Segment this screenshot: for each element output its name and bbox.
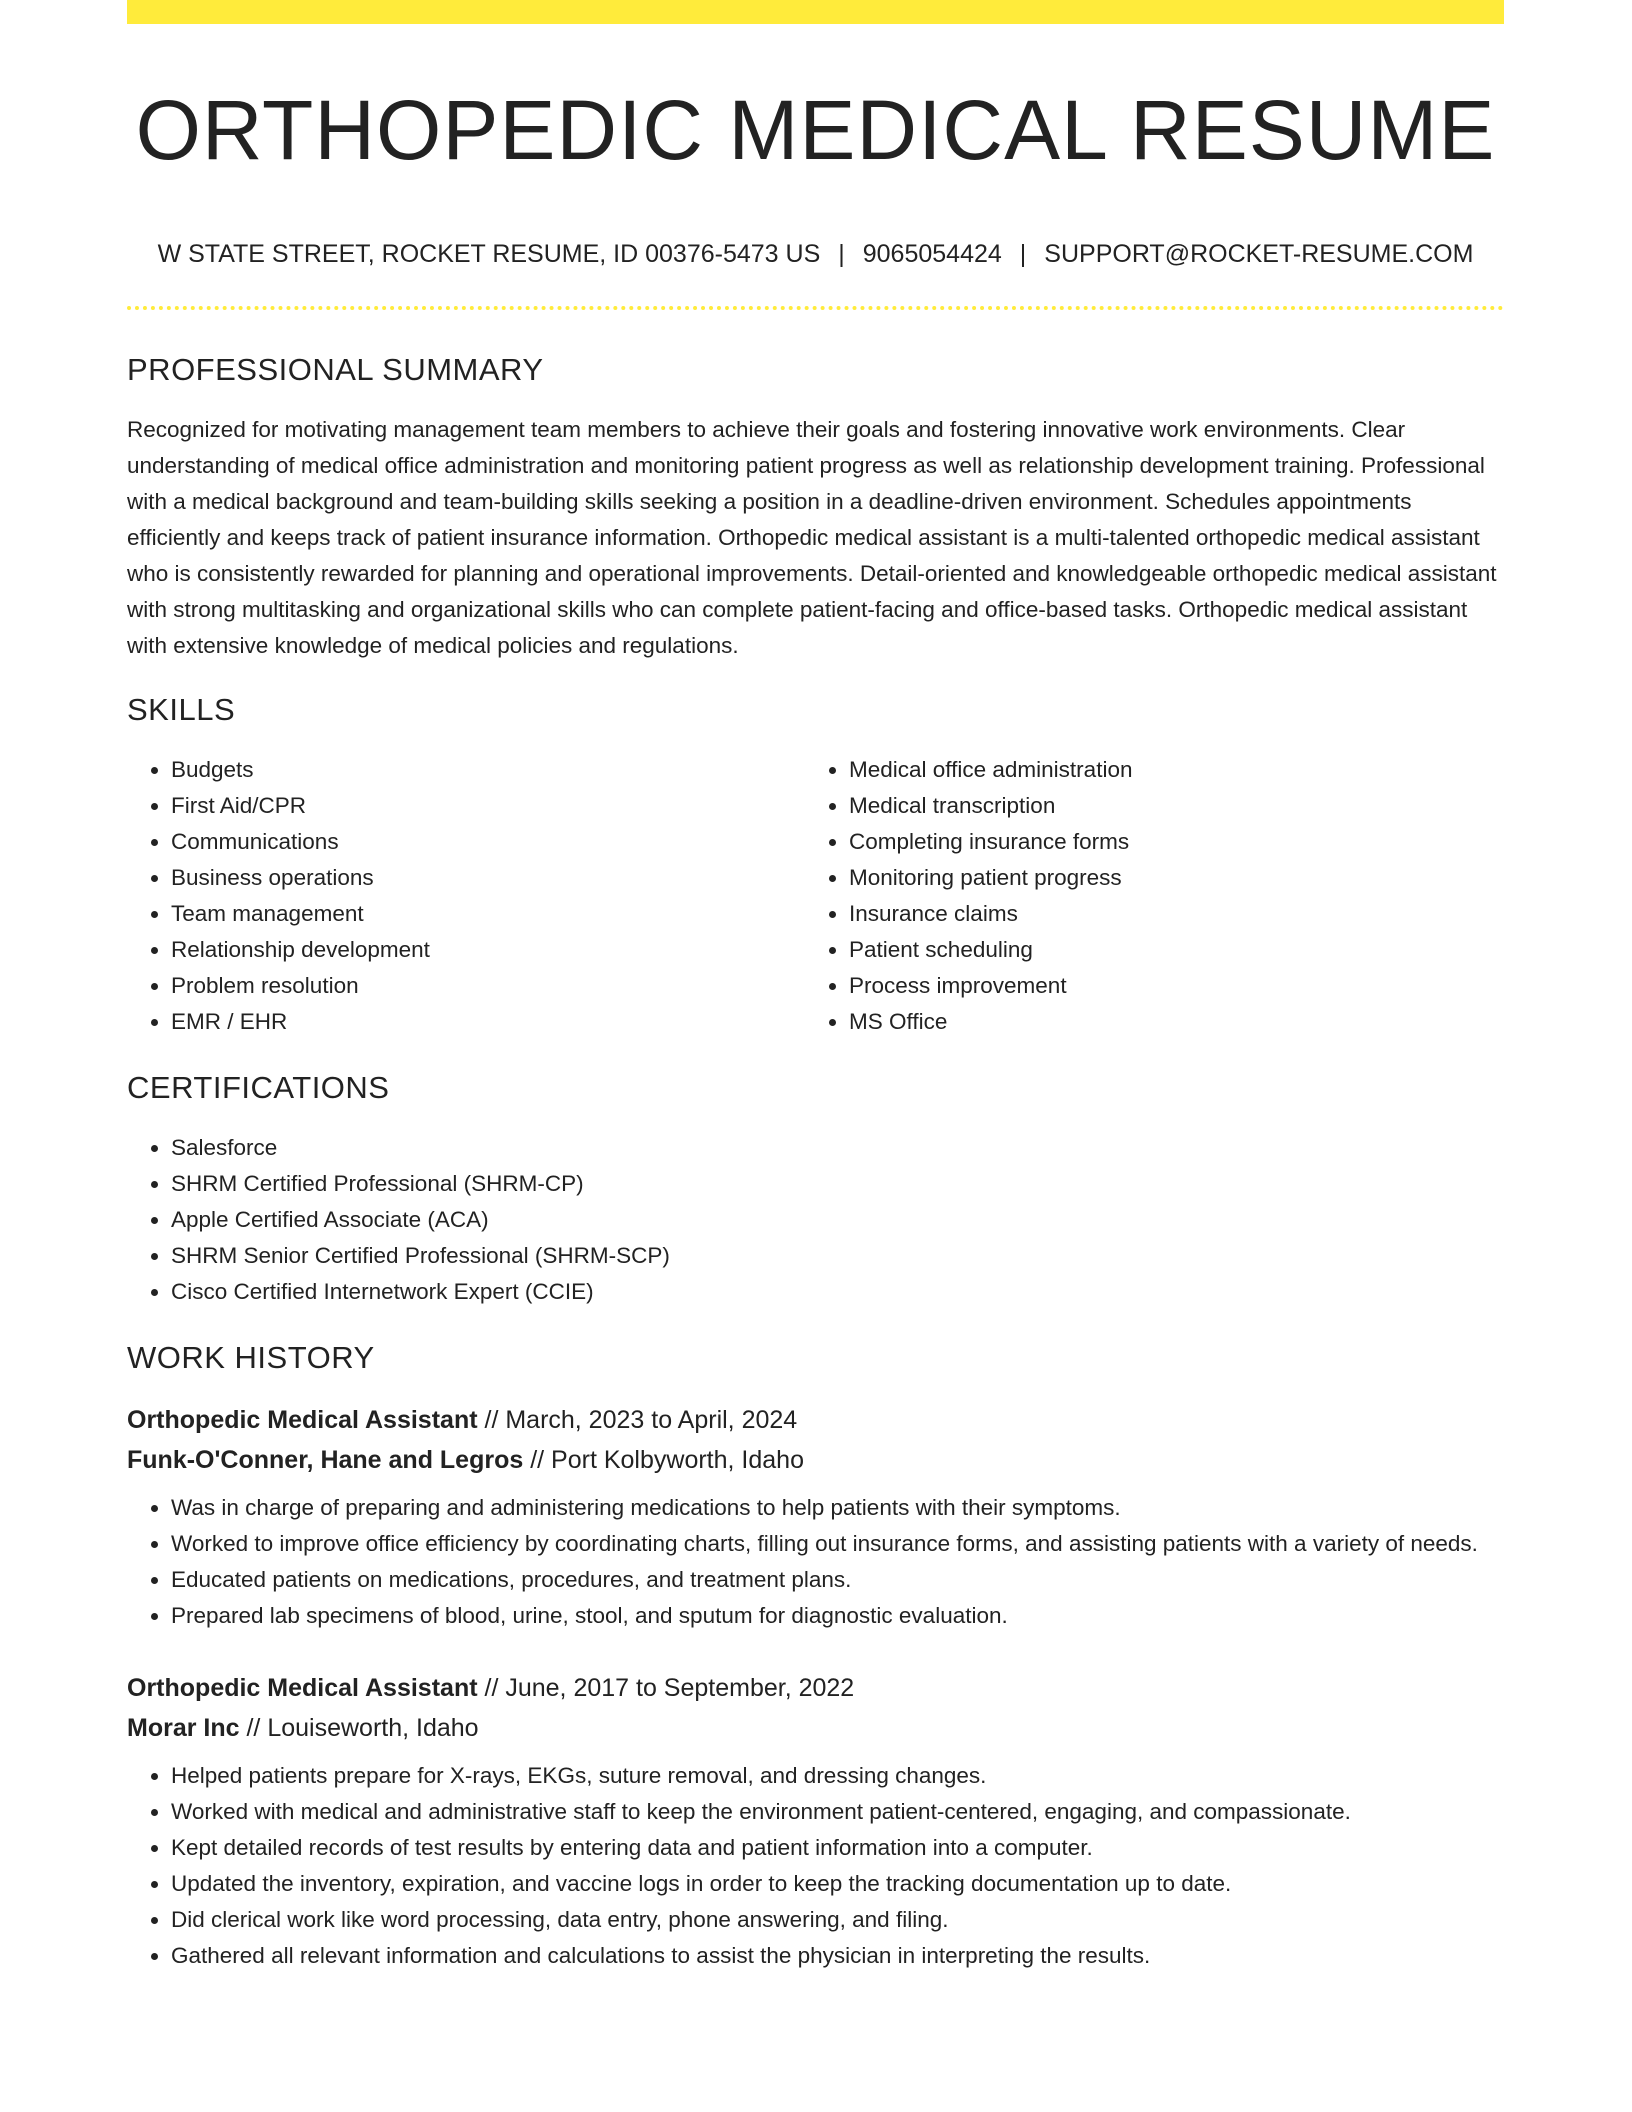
job-company-line: [127, 1708, 1504, 1748]
job-title-line: [127, 1668, 1504, 1708]
summary-section: [127, 350, 1504, 664]
job-duty: • Worked with medical and administrative staff to keep the environment patient-centered, engaging, and compassionate.: [171, 1794, 1504, 1830]
job-entry: [127, 1668, 1504, 1974]
certifications-heading: CERTIFICATIONS: [127, 1070, 390, 1105]
job-duty: • Kept detailed records of test results by entering data and patient information into a computer.: [171, 1830, 1504, 1866]
skill-item: • Problem resolution: [171, 968, 805, 1004]
contact-phone: 9065054424: [862, 240, 1002, 268]
skill-item: • Communications: [171, 824, 805, 860]
dotted-divider: [127, 306, 1504, 310]
summary-text: Recognized for motivating management team members to achieve their goals and fostering innovative work environments. Clear understanding of medical office administration and monitoring patient progress as well as relationship development training. Professional with a medical background and team-building skills seeking a position in a deadline-driven environment. Schedules appointments efficiently and keeps track of patient insurance information. Orthopedic medical assistant is a multi-talented orthopedic medical assistant who is consistently rewarded for planning and operational improvements. Detail-oriented and knowledgeable orthopedic medical assistant with strong multitasking and organizational skills who can complete patient-facing and office-based tasks. Orthopedic medical assistant with extensive knowledge of medical policies and regulations.: [127, 417, 1497, 658]
skill-item: • Patient scheduling: [849, 932, 1483, 968]
job-dates: // June, 2017 to September, 2022: [484, 1674, 855, 1702]
skill-item: • Insurance claims: [849, 896, 1483, 932]
contact-email: SUPPORT@ROCKET-RESUME.COM: [1044, 240, 1474, 268]
certifications-list: [127, 1130, 1504, 1310]
skill-item: • Monitoring patient progress: [849, 860, 1483, 896]
skill-item: • Budgets: [171, 752, 805, 788]
job-company: Morar Inc: [127, 1714, 240, 1742]
skill-item: • EMR / EHR: [171, 1004, 805, 1040]
job-duty: • Helped patients prepare for X-rays, EKGs, suture removal, and dressing changes.: [171, 1758, 1504, 1794]
certifications-section: [127, 1068, 1504, 1310]
certification-item: • Salesforce: [171, 1130, 1504, 1166]
certification-item: • SHRM Certified Professional (SHRM-CP): [171, 1166, 1504, 1202]
skills-columns: [127, 752, 1504, 1040]
job-duty: • Did clerical work like word processing, data entry, phone answering, and filing.: [171, 1902, 1504, 1938]
skills-left-list: [127, 752, 805, 1040]
work-history-heading: WORK HISTORY: [127, 1340, 375, 1375]
skill-item: • Completing insurance forms: [849, 824, 1483, 860]
job-entry: [127, 1400, 1504, 1634]
skill-item: • Medical transcription: [849, 788, 1483, 824]
contact-line: [127, 236, 1504, 272]
certification-item: • Apple Certified Associate (ACA): [171, 1202, 1504, 1238]
job-title: Orthopedic Medical Assistant: [127, 1674, 478, 1702]
job-duties-list: [127, 1490, 1504, 1634]
skills-right-column: [805, 752, 1483, 1040]
job-duty: • Was in charge of preparing and administering medications to help patients with their symptoms.: [171, 1490, 1504, 1526]
job-duty: • Updated the inventory, expiration, and vaccine logs in order to keep the tracking documentation up to date.: [171, 1866, 1504, 1902]
job-location: // Louiseworth, Idaho: [246, 1714, 479, 1742]
skill-item: • First Aid/CPR: [171, 788, 805, 824]
skill-item: • Process improvement: [849, 968, 1483, 1004]
job-title-line: [127, 1400, 1504, 1440]
skill-item: • MS Office: [849, 1004, 1483, 1040]
contact-separator: |: [838, 240, 845, 268]
resume-title: ORTHOPEDIC MEDICAL RESUME: [135, 83, 1496, 177]
skill-item: • Medical office administration: [849, 752, 1483, 788]
job-dates: // March, 2023 to April, 2024: [484, 1406, 798, 1434]
job-duty: • Prepared lab specimens of blood, urine, stool, and sputum for diagnostic evaluation.: [171, 1598, 1504, 1634]
job-title: Orthopedic Medical Assistant: [127, 1406, 478, 1434]
skills-heading: SKILLS: [127, 692, 236, 727]
skill-item: • Business operations: [171, 860, 805, 896]
job-location: // Port Kolbyworth, Idaho: [530, 1446, 804, 1474]
job-company: Funk-O'Conner, Hane and Legros: [127, 1446, 524, 1474]
certification-item: • Cisco Certified Internetwork Expert (CCIE): [171, 1274, 1504, 1310]
certification-item: • SHRM Senior Certified Professional (SHRM-SCP): [171, 1238, 1504, 1274]
job-company-line: [127, 1440, 1504, 1480]
skills-section: [127, 690, 1504, 1040]
work-history-section: [127, 1338, 1504, 1974]
resume-content: [127, 350, 1504, 2008]
contact-address: W STATE STREET, ROCKET RESUME, ID 00376-5473 US: [157, 240, 821, 268]
job-duty: • Worked to improve office efficiency by coordinating charts, filling out insurance forms, and assisting patients with a variety of needs.: [171, 1526, 1504, 1562]
summary-heading: PROFESSIONAL SUMMARY: [127, 352, 544, 387]
contact-separator: |: [1019, 240, 1027, 268]
job-duty: • Gathered all relevant information and calculations to assist the physician in interpreting the results.: [171, 1938, 1504, 1974]
accent-top-bar: [127, 0, 1504, 24]
skills-left-column: [127, 752, 805, 1040]
job-duty: • Educated patients on medications, procedures, and treatment plans.: [171, 1562, 1504, 1598]
skills-right-list: [805, 752, 1483, 1040]
skill-item: • Relationship development: [171, 932, 805, 968]
job-duties-list: [127, 1758, 1504, 1974]
skill-item: • Team management: [171, 896, 805, 932]
